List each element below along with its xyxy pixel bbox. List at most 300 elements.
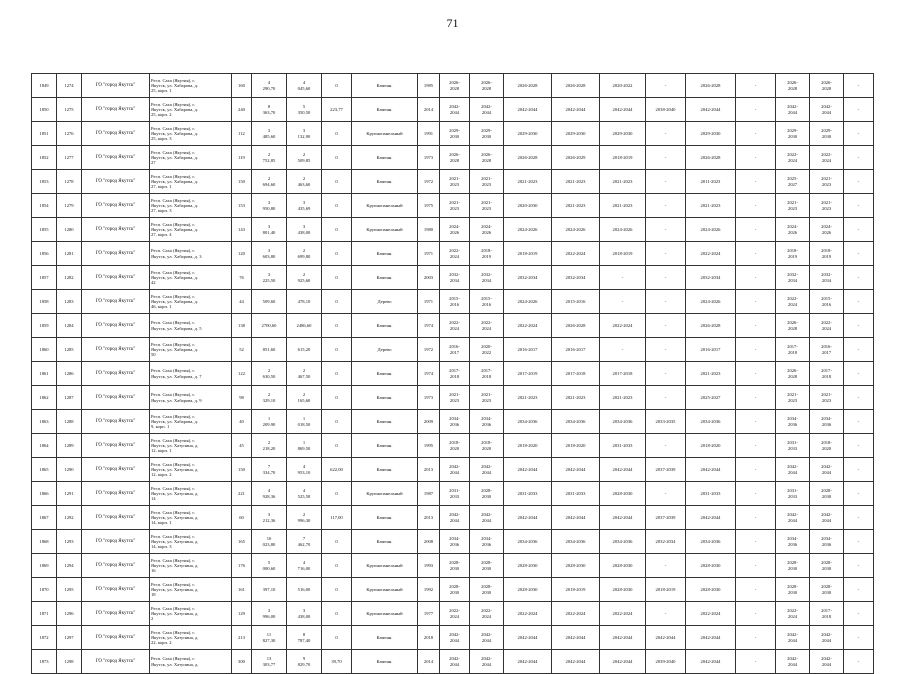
cell-line: 2044	[449, 637, 460, 643]
cell-work-period-4: 2034-2036	[552, 530, 600, 554]
cell-wall-material: Каменн.	[352, 146, 418, 170]
cell-living-area	[287, 626, 322, 650]
cell-work-period-2	[470, 530, 504, 554]
cell-work-period-3: 2026-2028	[504, 146, 552, 170]
cell-line: 2026-	[787, 320, 798, 326]
cell-line: 2044	[449, 517, 460, 523]
cell-address	[150, 386, 232, 410]
cell-build-year: 1974	[418, 314, 440, 338]
cell-work-period-1	[440, 218, 470, 242]
cell-address	[150, 290, 232, 314]
cell-line: 467,50	[297, 373, 311, 379]
cell-line: Якутск, ул. Хатупина, д.	[151, 442, 199, 448]
cell-work-period-5: 2042-2044	[600, 458, 646, 482]
cell-line: 2028	[787, 325, 798, 331]
cell-line: 603,80	[262, 253, 276, 259]
cell-work-period-7: 2026-2028	[686, 146, 736, 170]
cell-work-period-7: 2042-2044	[686, 98, 736, 122]
cell-work-period-9	[776, 530, 810, 554]
cell-total-area	[252, 506, 287, 530]
cell-line: Респ. Саха (Якутия), г.	[151, 77, 195, 83]
cell-work-period-2	[470, 362, 504, 386]
cell-line: 2	[302, 392, 306, 398]
cell-line: 801,40	[262, 229, 276, 235]
cell-line: 9, корп. 1	[151, 424, 170, 430]
cell-apartments-count: 213	[232, 626, 252, 650]
cell-wall-material: Каменн.	[352, 458, 418, 482]
cell-line: 7	[267, 464, 271, 470]
cell-line: 27, корп. 4	[151, 232, 172, 238]
cell-row-number: 1851	[32, 122, 57, 146]
table-row	[32, 266, 874, 290]
cell-line: 2042-	[449, 104, 460, 110]
cell-row-number: 1867	[32, 506, 57, 530]
cell-line: 2034-	[481, 416, 492, 422]
cell-work-period-7: 2026-2028	[686, 74, 736, 98]
cell-line: 1	[302, 416, 306, 422]
cell-line: 2021-	[449, 200, 460, 206]
cell-nonresidential-area: 0	[322, 578, 352, 602]
cell-work-period-3: 2028-2030	[504, 578, 552, 602]
cell-nonresidential-area: 0	[322, 410, 352, 434]
cell-record-id: 1277	[57, 146, 82, 170]
cell-nonresidential-area: 0	[322, 386, 352, 410]
cell-work-period-8: -	[736, 602, 776, 626]
cell-line: 4	[302, 560, 306, 566]
cell-line: 996,30	[297, 517, 311, 523]
cell-work-period-11: -	[844, 194, 874, 218]
cell-total-area	[252, 74, 287, 98]
cell-line: 3	[267, 248, 271, 254]
cell-municipality: ГО "город Якутск"	[82, 626, 150, 650]
cell-work-period-10	[810, 314, 844, 338]
cell-line: 2034-	[821, 416, 832, 422]
cell-work-period-11: -	[844, 170, 874, 194]
cell-work-period-2	[470, 482, 504, 506]
cell-work-period-10	[810, 170, 844, 194]
cell-line: 463,60	[297, 181, 311, 187]
cell-wall-material: Каменн.	[352, 98, 418, 122]
cell-apartments-count: 122	[232, 362, 252, 386]
cell-work-period-3: 2017-2019	[504, 362, 552, 386]
cell-work-period-6: -	[646, 266, 686, 290]
cell-work-period-6: -	[646, 242, 686, 266]
cell-work-period-5: 2021-2023	[600, 170, 646, 194]
cell-total-area	[252, 626, 287, 650]
cell-line: 2017-	[481, 368, 492, 374]
cell-municipality: ГО "город Якутск"	[82, 194, 150, 218]
cell-address	[150, 122, 232, 146]
cell-work-period-4: 2042-2044	[552, 650, 600, 674]
cell-work-period-10	[810, 530, 844, 554]
cell-work-period-2	[470, 218, 504, 242]
cell-line: 25, корп. 3	[151, 136, 172, 142]
cell-line: Респ. Саха (Якутия), г.	[151, 293, 195, 299]
cell-line: Респ. Саха (Якутия), г.	[151, 269, 195, 275]
cell-line: Респ. Саха (Якутия), г.	[151, 581, 195, 587]
cell-work-period-10	[810, 578, 844, 602]
cell-line: Якутск, ул. Хабарова, д.	[151, 298, 199, 304]
cell-line: 851,60	[262, 346, 276, 352]
table-row	[32, 170, 874, 194]
cell-wall-material: Каменн.	[352, 530, 418, 554]
cell-line: 25, корп. 1	[151, 88, 172, 94]
cell-line: 2030	[787, 133, 798, 139]
cell-line: 225,50	[262, 277, 276, 283]
cell-line: 2036	[787, 541, 798, 547]
cell-work-period-7: 2021-2023	[686, 362, 736, 386]
cell-line: 2036	[821, 421, 832, 427]
cell-work-period-3: 2042-2044	[504, 506, 552, 530]
table-body	[32, 74, 874, 674]
cell-work-period-1	[440, 338, 470, 362]
cell-work-period-10	[810, 338, 844, 362]
cell-total-area	[252, 266, 287, 290]
cell-work-period-8: -	[736, 578, 776, 602]
cell-line: 2019	[481, 253, 492, 259]
cell-nonresidential-area: 0	[322, 314, 352, 338]
cell-line: 2042-	[787, 632, 798, 638]
cell-line: 397,10	[262, 586, 276, 592]
cell-municipality: ГО "город Якутск"	[82, 602, 150, 626]
cell-work-period-11: -	[844, 362, 874, 386]
cell-work-period-5: 2018-2019	[600, 242, 646, 266]
cell-total-area	[252, 434, 287, 458]
cell-wall-material: Крупнопанельный	[352, 122, 418, 146]
cell-line: Респ. Саха (Якутия), г.	[151, 533, 195, 539]
cell-address	[150, 554, 232, 578]
cell-municipality: ГО "город Якутск"	[82, 74, 150, 98]
cell-total-area	[252, 290, 287, 314]
cell-address	[150, 218, 232, 242]
cell-line: 2042-	[787, 104, 798, 110]
cell-line: 2044	[787, 661, 798, 667]
cell-line: 2033	[449, 493, 460, 499]
cell-line: 25, корп. 2	[151, 112, 172, 118]
cell-line: 2020	[449, 445, 460, 451]
cell-line: 2044	[821, 661, 832, 667]
cell-line: 2031-	[787, 440, 798, 446]
cell-line: 4	[302, 488, 306, 494]
cell-municipality: ГО "город Якутск"	[82, 290, 150, 314]
cell-line: 2021-	[821, 176, 832, 182]
cell-work-period-11: -	[844, 98, 874, 122]
cell-work-period-6: -	[646, 482, 686, 506]
cell-line: 2034	[449, 277, 460, 283]
cell-line: 2018-	[449, 440, 460, 446]
table-row	[32, 458, 874, 482]
cell-living-area	[287, 530, 322, 554]
cell-apartments-count: 143	[232, 218, 252, 242]
cell-line: 2042-	[481, 656, 492, 662]
cell-record-id: 1275	[57, 98, 82, 122]
cell-line: 2023	[821, 397, 832, 403]
cell-work-period-4: 2034-2036	[552, 410, 600, 434]
cell-line: 2018	[821, 373, 832, 379]
cell-line: 2028	[481, 157, 492, 163]
cell-work-period-10	[810, 74, 844, 98]
cell-work-period-7: 2042-2044	[686, 458, 736, 482]
cell-line: Респ. Саха (Якутия), г.	[151, 656, 195, 662]
cell-work-period-5: -	[600, 338, 646, 362]
cell-row-number: 1854	[32, 194, 57, 218]
cell-line: 2018	[821, 613, 832, 619]
cell-work-period-8: -	[736, 98, 776, 122]
cell-address	[150, 530, 232, 554]
table-row	[32, 554, 874, 578]
cell-living-area	[287, 290, 322, 314]
cell-wall-material: Каменн.	[352, 410, 418, 434]
cell-line: 615,20	[297, 346, 311, 352]
table-row	[32, 146, 874, 170]
cell-nonresidential-area: 0	[322, 338, 352, 362]
table-row	[32, 218, 874, 242]
cell-work-period-1	[440, 650, 470, 674]
cell-work-period-4: 2026-2029	[552, 146, 600, 170]
cell-line: 2022	[481, 349, 492, 355]
cell-line: 3	[267, 128, 271, 134]
cell-line: Якутск, ул. Хабарова, д.	[151, 130, 199, 136]
cell-wall-material: Крупнопанельный	[352, 554, 418, 578]
cell-address	[150, 602, 232, 626]
cell-line: 2042-	[821, 464, 832, 470]
cell-build-year: 2013	[418, 506, 440, 530]
cell-work-period-1	[440, 554, 470, 578]
cell-line: 4	[267, 80, 271, 86]
cell-build-year: 2014	[418, 98, 440, 122]
cell-line: 2018	[787, 349, 798, 355]
cell-line: 2020-	[481, 344, 492, 350]
table-row	[32, 530, 874, 554]
cell-line: 2034	[787, 277, 798, 283]
cell-work-period-8: -	[736, 314, 776, 338]
cell-record-id: 1285	[57, 338, 82, 362]
cell-line: Якутск, ул. Хатупина, д.	[151, 538, 199, 544]
cell-address	[150, 458, 232, 482]
cell-line: 14, корп. 1	[151, 520, 172, 526]
cell-work-period-3: 2018-2020	[504, 434, 552, 458]
cell-line: 2030	[787, 589, 798, 595]
table-row	[32, 410, 874, 434]
cell-line: 2022-	[449, 320, 460, 326]
cell-work-period-6: -	[646, 338, 686, 362]
cell-work-period-7: 2042-2044	[686, 650, 736, 674]
cell-line: Якутск, ул. Хабарова, д.	[151, 154, 199, 160]
cell-work-period-4: 2018-2020	[552, 434, 600, 458]
cell-record-id: 1278	[57, 170, 82, 194]
table-row	[32, 386, 874, 410]
cell-row-number: 1871	[32, 602, 57, 626]
cell-line: 2023	[449, 205, 460, 211]
cell-apartments-count: 160	[232, 74, 252, 98]
cell-apartments-count: 161	[232, 578, 252, 602]
cell-line: 2036	[449, 541, 460, 547]
cell-line: 2042-	[481, 512, 492, 518]
cell-total-area	[252, 242, 287, 266]
cell-work-period-4: 2021-2023	[552, 386, 600, 410]
cell-line: 3	[267, 512, 271, 518]
cell-line: 27, корп. 3	[151, 208, 172, 214]
cell-line: 2044	[787, 109, 798, 115]
cell-work-period-10	[810, 554, 844, 578]
cell-work-period-11: -	[844, 578, 874, 602]
cell-record-id: 1274	[57, 74, 82, 98]
cell-line: 2044	[481, 637, 492, 643]
cell-line: Якутск, ул. Хабарова, д.	[151, 82, 199, 88]
cell-work-period-6: -	[646, 314, 686, 338]
cell-line: 2021-	[821, 200, 832, 206]
cell-work-period-10	[810, 98, 844, 122]
cell-build-year: 1993	[418, 554, 440, 578]
cell-line: 996,00	[262, 613, 276, 619]
cell-work-period-9	[776, 122, 810, 146]
cell-nonresidential-area: 0	[322, 530, 352, 554]
cell-line: 2017-	[821, 368, 832, 374]
cell-wall-material: Крупнопанельный	[352, 218, 418, 242]
cell-work-period-8: -	[736, 650, 776, 674]
cell-work-period-4: 2026-2028	[552, 314, 600, 338]
cell-work-period-8: -	[736, 386, 776, 410]
cell-work-period-7: 2011-2023	[686, 170, 736, 194]
cell-nonresidential-area: 622,00	[322, 458, 352, 482]
cell-line: 2	[151, 616, 154, 622]
cell-row-number: 1863	[32, 410, 57, 434]
cell-line: 2018-	[821, 248, 832, 254]
cell-work-period-11: -	[844, 290, 874, 314]
cell-work-period-3: 2034-2036	[504, 530, 552, 554]
cell-line: Респ. Саха (Якутия), г.	[151, 320, 195, 326]
cell-line: 2022-	[481, 320, 492, 326]
cell-line: 2042-	[449, 464, 460, 470]
cell-line: 2021-	[481, 200, 492, 206]
cell-line: 2	[267, 440, 271, 446]
cell-work-period-7: 2026-2028	[686, 314, 736, 338]
cell-work-period-6: 2039-2040	[646, 650, 686, 674]
cell-line: 2030	[821, 493, 832, 499]
table-row	[32, 482, 874, 506]
cell-work-period-7: 2021-2023	[686, 194, 736, 218]
cell-work-period-4: 2016-2017	[552, 338, 600, 362]
cell-work-period-5: 2021-2023	[600, 194, 646, 218]
cell-line: 2032-	[787, 272, 798, 278]
cell-line: 2034-	[787, 536, 798, 542]
cell-line: 2024-	[787, 224, 798, 230]
cell-work-period-10	[810, 482, 844, 506]
cell-total-area	[252, 314, 287, 338]
cell-line: Респ. Саха (Якутия), г.	[151, 368, 195, 374]
cell-work-period-9	[776, 386, 810, 410]
cell-line: 2031-	[449, 488, 460, 494]
cell-line: 2042-	[787, 464, 798, 470]
cell-line: 14, корп. 3	[151, 544, 172, 550]
cell-apartments-count: 119	[232, 146, 252, 170]
cell-work-period-6: -	[646, 386, 686, 410]
cell-line: 2018	[449, 373, 460, 379]
cell-line: 2044	[481, 109, 492, 115]
cell-work-period-3: 2024-2026	[504, 290, 552, 314]
cell-line: 3	[302, 224, 306, 230]
cell-nonresidential-area: 0	[322, 290, 352, 314]
cell-work-period-3: 2042-2044	[504, 650, 552, 674]
cell-nonresidential-area: 0	[322, 218, 352, 242]
cell-line: 14	[151, 496, 156, 502]
cell-work-period-1	[440, 578, 470, 602]
cell-work-period-1	[440, 314, 470, 338]
cell-address	[150, 338, 232, 362]
cell-municipality: ГО "город Якутск"	[82, 122, 150, 146]
cell-work-period-3: 2034-2036	[504, 410, 552, 434]
cell-line: Респ. Саха (Якутия), г.	[151, 629, 195, 635]
cell-line: 2024	[481, 613, 492, 619]
cell-work-period-10	[810, 434, 844, 458]
cell-line: 2024	[821, 157, 832, 163]
cell-work-period-4: 2028-2030	[552, 554, 600, 578]
cell-work-period-11: -	[844, 386, 874, 410]
cell-line: 2024	[449, 253, 460, 259]
cell-work-period-1	[440, 242, 470, 266]
cell-living-area	[287, 338, 322, 362]
cell-line: 2036	[481, 421, 492, 427]
cell-line: Респ. Саха (Якутия), г.	[151, 125, 195, 131]
cell-living-area	[287, 578, 322, 602]
cell-work-period-8: -	[736, 146, 776, 170]
cell-work-period-11: -	[844, 74, 874, 98]
cell-work-period-3: 2020-2030	[504, 194, 552, 218]
cell-total-area	[252, 530, 287, 554]
cell-line: 2029-	[787, 128, 798, 134]
cell-work-period-2	[470, 242, 504, 266]
cell-line: Якутск, ул. Хабарова, д.	[151, 106, 199, 112]
cell-line: 2028-	[787, 560, 798, 566]
cell-work-period-5: 2034-2036	[600, 530, 646, 554]
cell-work-period-10	[810, 626, 844, 650]
cell-record-id: 1298	[57, 650, 82, 674]
cell-line: 3	[302, 128, 306, 134]
cell-address	[150, 578, 232, 602]
cell-line: 2034	[481, 277, 492, 283]
cell-line: 2700,60	[261, 322, 277, 328]
cell-line: 329,10	[262, 397, 276, 403]
cell-work-period-5: 2042-2044	[600, 506, 646, 530]
cell-line: 2022-	[481, 608, 492, 614]
cell-address	[150, 266, 232, 290]
cell-apartments-count: 221	[232, 482, 252, 506]
cell-line: 218,20	[262, 445, 276, 451]
cell-nonresidential-area: 39,70	[322, 650, 352, 674]
cell-line: Якутск, ул. Хатупина, д.	[151, 634, 199, 640]
cell-work-period-9	[776, 410, 810, 434]
cell-line: 290,70	[262, 85, 276, 91]
cell-line: 2	[302, 152, 306, 158]
cell-work-period-9	[776, 626, 810, 650]
cell-work-period-7: 2022-2024	[686, 242, 736, 266]
cell-work-period-2	[470, 98, 504, 122]
cell-municipality: ГО "город Якутск"	[82, 506, 150, 530]
cell-line: 2021-	[787, 200, 798, 206]
cell-line: 46, корп. 1	[151, 304, 172, 310]
housing-table-container	[31, 73, 873, 674]
cell-work-period-4: 2031-2033	[552, 482, 600, 506]
cell-work-period-1	[440, 506, 470, 530]
cell-line: 2042-	[787, 512, 798, 518]
cell-line: 2022-	[449, 608, 460, 614]
cell-apartments-count: 176	[232, 554, 252, 578]
cell-address	[150, 434, 232, 458]
cell-line: 3	[267, 272, 271, 278]
cell-line: 2044	[821, 517, 832, 523]
cell-build-year: 1985	[418, 74, 440, 98]
cell-line: 363,70	[262, 109, 276, 115]
